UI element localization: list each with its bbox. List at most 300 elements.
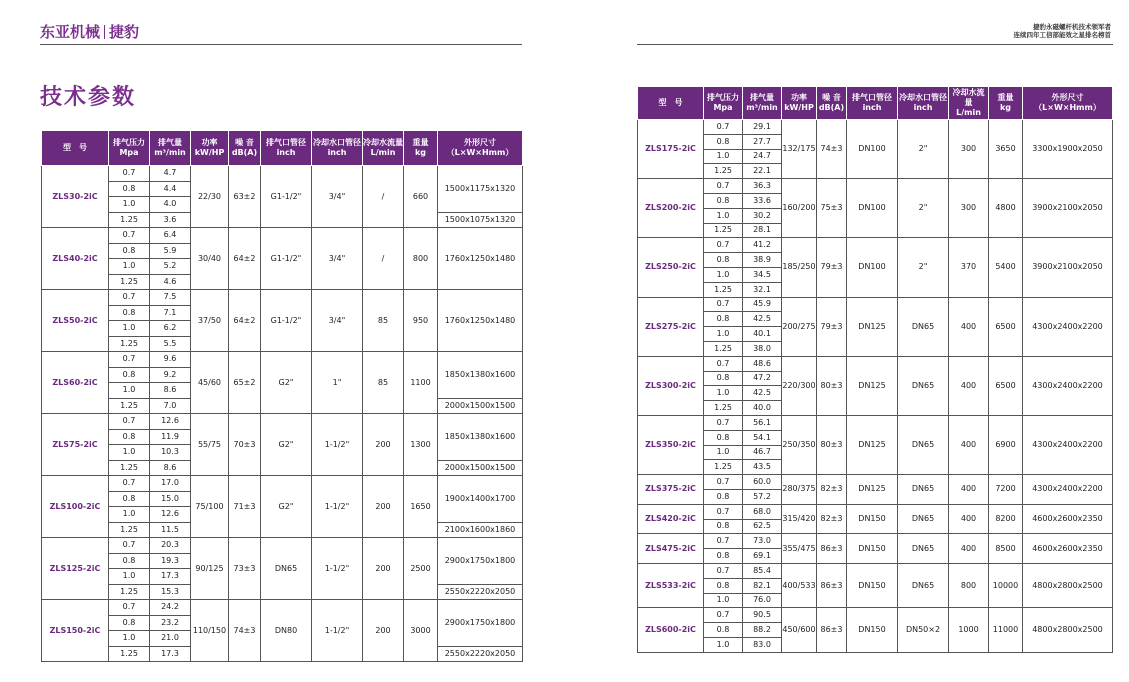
water-flow-value: 200 <box>363 600 404 662</box>
pressure-value: 1.25 <box>109 398 150 414</box>
flow-value: 8.6 <box>150 460 191 476</box>
flow-value: 76.0 <box>743 593 782 608</box>
table-row <box>638 238 1113 253</box>
header-line: （L×W×Hmm） <box>1034 103 1101 112</box>
water-flow-value: 85 <box>363 290 404 352</box>
power-value: 132/175 <box>782 120 817 179</box>
header-dims <box>438 131 523 166</box>
flow-value: 38.0 <box>743 341 782 356</box>
header-line: （L×W×Hmm） <box>446 148 514 157</box>
power-value: 22/30 <box>191 166 229 228</box>
header-outlet <box>261 131 312 166</box>
power-value: 250/350 <box>782 415 817 474</box>
model-name: ZLS350-2iC <box>638 415 704 474</box>
header-line: 冷却水口管径 <box>313 138 361 147</box>
header-tagline <box>1014 23 1112 39</box>
outlet-value: DN80 <box>261 600 312 662</box>
pressure-value: 0.7 <box>109 476 150 492</box>
flow-value: 83.0 <box>743 637 782 652</box>
pressure-value: 0.8 <box>704 623 743 638</box>
water-flow-value: 85 <box>363 352 404 414</box>
pressure-value: 1.0 <box>109 569 150 585</box>
water-pipe-value: DN65 <box>898 356 949 415</box>
water-flow-value: 400 <box>949 534 989 564</box>
pressure-value: 0.8 <box>109 305 150 321</box>
noise-value: 79±3 <box>817 238 847 297</box>
header-line: Mpa <box>119 148 139 157</box>
table-row <box>638 179 1113 194</box>
pressure-value: 1.0 <box>704 593 743 608</box>
flow-value: 46.7 <box>743 445 782 460</box>
flow-value: 33.6 <box>743 193 782 208</box>
table-row <box>638 534 1113 549</box>
table-row <box>638 504 1113 519</box>
pressure-value: 1.25 <box>704 401 743 416</box>
flow-value: 4.0 <box>150 197 191 213</box>
power-value: 450/600 <box>782 608 817 652</box>
dimensions-value: 3900x2100x2050 <box>1023 179 1113 238</box>
flow-value: 34.5 <box>743 267 782 282</box>
pressure-value: 0.7 <box>704 415 743 430</box>
outlet-value: DN125 <box>847 415 898 474</box>
pressure-value: 1.25 <box>704 282 743 297</box>
power-value: 200/275 <box>782 297 817 356</box>
flow-value: 45.9 <box>743 297 782 312</box>
pressure-value: 1.0 <box>109 445 150 461</box>
dimensions-value: 1500x1075x1320 <box>438 212 523 228</box>
header-noise <box>229 131 261 166</box>
pressure-value: 0.8 <box>109 615 150 631</box>
pressure-value: 0.8 <box>704 371 743 386</box>
weight-value: 4800 <box>989 179 1023 238</box>
header-water-flow <box>363 131 404 166</box>
flow-value: 56.1 <box>743 415 782 430</box>
weight-value: 2500 <box>404 538 438 600</box>
dimensions-value: 1850x1380x1600 <box>438 414 523 461</box>
flow-value: 22.1 <box>743 164 782 179</box>
water-pipe-value: 2" <box>898 179 949 238</box>
header-line: 功率 <box>791 93 807 102</box>
pressure-value: 0.7 <box>109 600 150 616</box>
header-line: L/min <box>370 148 396 157</box>
water-pipe-value: 3/4" <box>312 166 363 228</box>
flow-value: 30.2 <box>743 208 782 223</box>
flow-value: 69.1 <box>743 549 782 564</box>
power-value: 37/50 <box>191 290 229 352</box>
header-line: m³/min <box>154 148 186 157</box>
model-name: ZLS50-2iC <box>42 290 109 352</box>
header-flow <box>150 131 191 166</box>
header-line: 外形尺寸 <box>1051 93 1084 102</box>
weight-value: 6500 <box>989 356 1023 415</box>
outlet-value: DN150 <box>847 504 898 534</box>
water-flow-value: 400 <box>949 475 989 505</box>
pressure-value: 0.7 <box>704 563 743 578</box>
pressure-value: 1.25 <box>109 212 150 228</box>
dimensions-value: 2100x1600x1860 <box>438 522 523 538</box>
outlet-value: DN150 <box>847 608 898 652</box>
outlet-value: DN125 <box>847 356 898 415</box>
noise-value: 73±3 <box>229 538 261 600</box>
power-value: 160/200 <box>782 179 817 238</box>
header-line: 重量 <box>412 138 429 147</box>
water-flow-value: 300 <box>949 179 989 238</box>
table-row <box>638 356 1113 371</box>
water-pipe-value: 1-1/2" <box>312 414 363 476</box>
pressure-value: 0.8 <box>704 253 743 268</box>
outlet-value: DN65 <box>261 538 312 600</box>
pressure-value: 0.7 <box>704 608 743 623</box>
noise-value: 74±3 <box>229 600 261 662</box>
water-pipe-value: 1-1/2" <box>312 600 363 662</box>
outlet-value: DN150 <box>847 534 898 564</box>
flow-value: 4.4 <box>150 181 191 197</box>
dimensions-value: 2900x1750x1800 <box>438 600 523 647</box>
model-name: ZLS150-2iC <box>42 600 109 662</box>
pressure-value: 1.0 <box>109 631 150 647</box>
flow-value: 10.3 <box>150 445 191 461</box>
noise-value: 71±3 <box>229 476 261 538</box>
brand-name-right: 捷豹 <box>109 23 140 41</box>
pressure-value: 1.0 <box>704 327 743 342</box>
noise-value: 86±3 <box>817 534 847 564</box>
pressure-value: 1.25 <box>704 223 743 238</box>
pressure-value: 0.8 <box>704 193 743 208</box>
weight-value: 800 <box>404 228 438 290</box>
flow-value: 12.6 <box>150 414 191 430</box>
model-name: ZLS40-2iC <box>42 228 109 290</box>
header-line: 排气口管径 <box>852 93 892 102</box>
power-value: 90/125 <box>191 538 229 600</box>
flow-value: 11.9 <box>150 429 191 445</box>
header-line: kW/HP <box>194 148 225 157</box>
pressure-value: 1.0 <box>704 637 743 652</box>
header-power <box>191 131 229 166</box>
flow-value: 62.5 <box>743 519 782 534</box>
header-rule-left <box>40 44 522 45</box>
header-flow <box>743 87 782 120</box>
flow-value: 9.2 <box>150 367 191 383</box>
header-line: 噪 音 <box>235 138 254 147</box>
weight-value: 1300 <box>404 414 438 476</box>
pressure-value: 0.8 <box>704 134 743 149</box>
brand-logo <box>40 21 139 42</box>
flow-value: 19.3 <box>150 553 191 569</box>
header-line: 排气口管径 <box>266 138 306 147</box>
flow-value: 27.7 <box>743 134 782 149</box>
dimensions-value: 4300x2400x2200 <box>1023 297 1113 356</box>
pressure-value: 0.7 <box>109 290 150 306</box>
header-line: kg <box>999 103 1012 112</box>
pressure-value: 0.7 <box>704 297 743 312</box>
model-name: ZLS125-2iC <box>42 538 109 600</box>
noise-value: 80±3 <box>817 415 847 474</box>
header-line: 冷却水流量 <box>952 88 985 107</box>
flow-value: 7.0 <box>150 398 191 414</box>
flow-value: 17.0 <box>150 476 191 492</box>
header-line: L/min <box>956 108 981 117</box>
pressure-value: 0.7 <box>704 534 743 549</box>
flow-value: 60.0 <box>743 475 782 490</box>
pressure-value: 0.8 <box>704 312 743 327</box>
flow-value: 24.2 <box>150 600 191 616</box>
outlet-value: DN100 <box>847 238 898 297</box>
noise-value: 86±3 <box>817 608 847 652</box>
weight-value: 8200 <box>989 504 1023 534</box>
header-line: 排气量 <box>750 93 774 102</box>
flow-value: 40.1 <box>743 327 782 342</box>
flow-value: 90.5 <box>743 608 782 623</box>
pressure-value: 0.7 <box>109 228 150 244</box>
water-flow-value: 300 <box>949 120 989 179</box>
pressure-value: 1.0 <box>704 445 743 460</box>
spec-table-right <box>637 86 1113 653</box>
model-name: ZLS375-2iC <box>638 475 704 505</box>
weight-value: 8500 <box>989 534 1023 564</box>
model-name: ZLS600-2iC <box>638 608 704 652</box>
flow-value: 82.1 <box>743 578 782 593</box>
header-line: inch <box>913 103 933 112</box>
power-value: 185/250 <box>782 238 817 297</box>
water-pipe-value: DN65 <box>898 504 949 534</box>
dimensions-value: 1760x1250x1480 <box>438 228 523 290</box>
water-flow-value: / <box>363 166 404 228</box>
pressure-value: 0.8 <box>704 489 743 504</box>
table-row <box>638 297 1113 312</box>
weight-value: 3000 <box>404 600 438 662</box>
header-water-flow <box>949 87 989 120</box>
water-flow-value: 800 <box>949 563 989 607</box>
water-flow-value: 200 <box>363 538 404 600</box>
model-name: ZLS60-2iC <box>42 352 109 414</box>
pressure-value: 0.7 <box>704 179 743 194</box>
table-row <box>42 290 523 306</box>
flow-value: 85.4 <box>743 563 782 578</box>
header-line: 冷却水口管径 <box>899 93 947 102</box>
pressure-value: 1.25 <box>704 164 743 179</box>
flow-value: 17.3 <box>150 646 191 662</box>
header-line: 排气压力 <box>707 93 739 102</box>
flow-value: 38.9 <box>743 253 782 268</box>
noise-value: 80±3 <box>817 356 847 415</box>
outlet-value: G2" <box>261 352 312 414</box>
outlet-value: G1-1/2" <box>261 290 312 352</box>
water-flow-value: 370 <box>949 238 989 297</box>
weight-value: 950 <box>404 290 438 352</box>
flow-value: 7.5 <box>150 290 191 306</box>
header-line: 噪 音 <box>822 93 841 102</box>
water-pipe-value: DN50×2 <box>898 608 949 652</box>
power-value: 110/150 <box>191 600 229 662</box>
water-pipe-value: 1-1/2" <box>312 476 363 538</box>
pressure-value: 1.0 <box>109 259 150 275</box>
pressure-value: 0.8 <box>109 553 150 569</box>
pressure-value: 0.7 <box>109 414 150 430</box>
pressure-value: 1.25 <box>109 646 150 662</box>
flow-value: 21.0 <box>150 631 191 647</box>
dimensions-value: 2550x2220x2050 <box>438 584 523 600</box>
header-line: 排气量 <box>158 138 182 147</box>
dimensions-value: 4600x2600x2350 <box>1023 534 1113 564</box>
dimensions-value: 1900x1400x1700 <box>438 476 523 523</box>
weight-value: 7200 <box>989 475 1023 505</box>
pressure-value: 0.7 <box>109 166 150 182</box>
dimensions-value: 1850x1380x1600 <box>438 352 523 399</box>
flow-value: 47.2 <box>743 371 782 386</box>
pressure-value: 1.0 <box>704 386 743 401</box>
water-flow-value: 400 <box>949 504 989 534</box>
noise-value: 82±3 <box>817 475 847 505</box>
model-name: ZLS250-2iC <box>638 238 704 297</box>
water-pipe-value: 3/4" <box>312 228 363 290</box>
header-weight <box>989 87 1023 120</box>
pressure-value: 1.25 <box>704 460 743 475</box>
header-line: inch <box>862 103 882 112</box>
pressure-value: 0.7 <box>704 504 743 519</box>
pressure-value: 0.8 <box>704 519 743 534</box>
tagline-line-2: 连续四年工信部能效之星排名榜首 <box>1013 31 1111 39</box>
model-name: ZLS420-2iC <box>638 504 704 534</box>
header-noise <box>817 87 847 120</box>
noise-value: 63±2 <box>229 166 261 228</box>
pressure-value: 0.8 <box>109 429 150 445</box>
header-line: inch <box>327 148 347 157</box>
dimensions-value: 4800x2800x2500 <box>1023 608 1113 652</box>
water-flow-value: 200 <box>363 476 404 538</box>
header-model: 型 号 <box>42 131 109 166</box>
pressure-value: 1.25 <box>109 522 150 538</box>
flow-value: 6.2 <box>150 321 191 337</box>
pressure-value: 1.25 <box>109 584 150 600</box>
header-line: Mpa <box>713 103 733 112</box>
flow-value: 11.5 <box>150 522 191 538</box>
dimensions-value: 4300x2400x2200 <box>1023 415 1113 474</box>
flow-value: 23.2 <box>150 615 191 631</box>
pressure-value: 0.8 <box>109 243 150 259</box>
flow-value: 42.5 <box>743 312 782 327</box>
model-name: ZLS275-2iC <box>638 297 704 356</box>
dimensions-value: 3300x1900x2050 <box>1023 120 1113 179</box>
water-pipe-value: 3/4" <box>312 290 363 352</box>
header-line: dB(A) <box>818 103 845 112</box>
noise-value: 65±2 <box>229 352 261 414</box>
flow-value: 40.0 <box>743 401 782 416</box>
power-value: 220/300 <box>782 356 817 415</box>
model-name: ZLS533-2iC <box>638 563 704 607</box>
model-name: ZLS100-2iC <box>42 476 109 538</box>
table-row <box>42 538 523 554</box>
dimensions-value: 4300x2400x2200 <box>1023 356 1113 415</box>
flow-value: 15.0 <box>150 491 191 507</box>
weight-value: 660 <box>404 166 438 228</box>
pressure-value: 0.8 <box>109 367 150 383</box>
pressure-value: 0.7 <box>704 238 743 253</box>
pressure-value: 0.7 <box>704 356 743 371</box>
table-row <box>638 120 1113 135</box>
table-row <box>42 166 523 182</box>
weight-value: 1650 <box>404 476 438 538</box>
power-value: 45/60 <box>191 352 229 414</box>
flow-value: 88.2 <box>743 623 782 638</box>
flow-value: 3.6 <box>150 212 191 228</box>
header-dims <box>1023 87 1113 120</box>
noise-value: 82±3 <box>817 504 847 534</box>
flow-value: 29.1 <box>743 120 782 135</box>
outlet-value: DN100 <box>847 120 898 179</box>
pressure-value: 1.0 <box>704 208 743 223</box>
outlet-value: G2" <box>261 476 312 538</box>
header-model: 型 号 <box>638 87 704 120</box>
water-pipe-value: 2" <box>898 238 949 297</box>
flow-value: 41.2 <box>743 238 782 253</box>
table-row <box>42 414 523 430</box>
flow-value: 4.7 <box>150 166 191 182</box>
water-flow-value: 400 <box>949 415 989 474</box>
pressure-value: 0.7 <box>704 475 743 490</box>
water-pipe-value: DN65 <box>898 297 949 356</box>
header-rule-right <box>637 44 1113 45</box>
header-pressure <box>704 87 743 120</box>
flow-value: 5.2 <box>150 259 191 275</box>
pressure-value: 1.0 <box>109 197 150 213</box>
header-line: 外形尺寸 <box>464 138 496 147</box>
page-title: 技术参数 <box>40 85 137 110</box>
pressure-value: 1.25 <box>109 336 150 352</box>
brand-name-left: 东亚机械 <box>40 23 101 41</box>
flow-value: 54.1 <box>743 430 782 445</box>
header-weight <box>404 131 438 166</box>
flow-value: 36.3 <box>743 179 782 194</box>
power-value: 315/420 <box>782 504 817 534</box>
outlet-value: G2" <box>261 414 312 476</box>
header-line: 排气压力 <box>113 138 145 147</box>
water-pipe-value: DN65 <box>898 563 949 607</box>
outlet-value: G1-1/2" <box>261 166 312 228</box>
power-value: 75/100 <box>191 476 229 538</box>
flow-value: 68.0 <box>743 504 782 519</box>
header-outlet <box>847 87 898 120</box>
flow-value: 24.7 <box>743 149 782 164</box>
power-value: 280/375 <box>782 475 817 505</box>
dimensions-value: 3900x2100x2050 <box>1023 238 1113 297</box>
water-flow-value: 400 <box>949 356 989 415</box>
header-line: kg <box>414 148 427 157</box>
flow-value: 42.5 <box>743 386 782 401</box>
noise-value: 79±3 <box>817 297 847 356</box>
weight-value: 11000 <box>989 608 1023 652</box>
water-flow-value: 400 <box>949 297 989 356</box>
header-water-pipe <box>898 87 949 120</box>
noise-value: 75±3 <box>817 179 847 238</box>
weight-value: 6900 <box>989 415 1023 474</box>
power-value: 30/40 <box>191 228 229 290</box>
table-row <box>42 476 523 492</box>
flow-value: 28.1 <box>743 223 782 238</box>
pressure-value: 1.25 <box>109 274 150 290</box>
model-name: ZLS75-2iC <box>42 414 109 476</box>
water-flow-value: / <box>363 228 404 290</box>
weight-value: 3650 <box>989 120 1023 179</box>
table-row <box>638 415 1113 430</box>
flow-value: 4.6 <box>150 274 191 290</box>
flow-value: 73.0 <box>743 534 782 549</box>
weight-value: 1100 <box>404 352 438 414</box>
table-row <box>42 352 523 368</box>
pressure-value: 0.8 <box>109 181 150 197</box>
water-flow-value: 200 <box>363 414 404 476</box>
pressure-value: 0.7 <box>704 120 743 135</box>
pressure-value: 0.7 <box>109 538 150 554</box>
